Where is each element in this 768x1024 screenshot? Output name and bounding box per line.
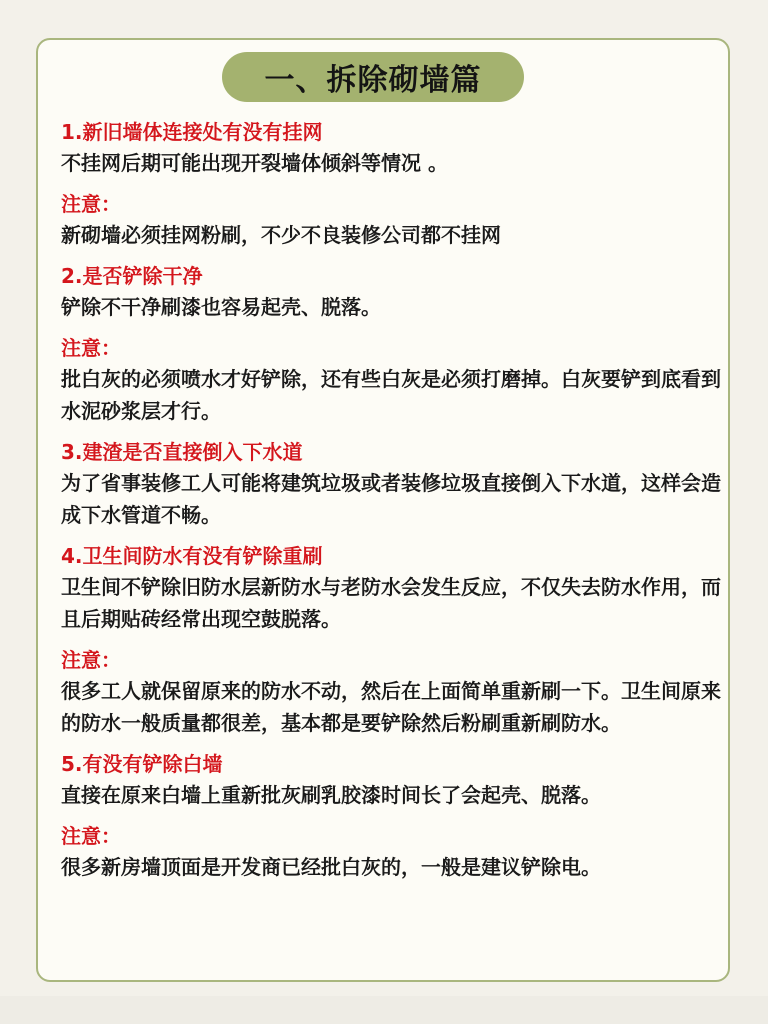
section-heading: 2.是否铲除干净 bbox=[61, 264, 203, 288]
section-3 bbox=[61, 437, 721, 531]
section-body: 直接在原来白墙上重新批灰刷乳胶漆时间长了会起壳、脱落。 bbox=[61, 783, 601, 807]
note-heading: 注意： bbox=[61, 648, 121, 672]
section-heading: 1.新旧墙体连接处有没有挂网 bbox=[61, 120, 323, 144]
note-2 bbox=[61, 333, 721, 427]
note-4 bbox=[61, 821, 721, 883]
note-body: 很多工人就保留原来的防水不动，然后在上面简单重新刷一下。卫生间原来的防水一般质量都很差，基本都是要铲除然后粉刷重新刷防水。 bbox=[61, 679, 721, 735]
section-1 bbox=[61, 117, 721, 179]
section-heading: 3.建渣是否直接倒入下水道 bbox=[61, 440, 303, 464]
note-heading: 注意： bbox=[61, 336, 121, 360]
note-body: 新砌墙必须挂网粉刷，不少不良装修公司都不挂网 bbox=[61, 223, 501, 247]
note-1 bbox=[61, 189, 721, 251]
section-heading: 5.有没有铲除白墙 bbox=[61, 752, 223, 776]
note-body: 批白灰的必须喷水才好铲除，还有些白灰是必须打磨掉。白灰要铲到底看到水泥砂浆层才行。 bbox=[61, 367, 721, 423]
section-2 bbox=[61, 261, 721, 323]
section-body: 不挂网后期可能出现开裂墙体倾斜等情况 。 bbox=[61, 151, 448, 175]
section-4 bbox=[61, 541, 721, 635]
note-body: 很多新房墙顶面是开发商已经批白灰的，一般是建议铲除电。 bbox=[61, 855, 601, 879]
section-body: 为了省事装修工人可能将建筑垃圾或者装修垃圾直接倒入下水道，这样会造成下水管道不畅。 bbox=[61, 471, 721, 527]
bottom-strip bbox=[0, 996, 768, 1024]
note-heading: 注意： bbox=[61, 824, 121, 848]
section-heading: 4.卫生间防水有没有铲除重刷 bbox=[61, 544, 323, 568]
section-body: 卫生间不铲除旧防水层新防水与老防水会发生反应，不仅失去防水作用，而且后期贴砖经常出现空鼓脱落。 bbox=[61, 575, 721, 631]
section-5 bbox=[61, 749, 721, 811]
note-heading: 注意： bbox=[61, 192, 121, 216]
section-body: 铲除不干净刷漆也容易起壳、脱落。 bbox=[61, 295, 381, 319]
article-content bbox=[61, 117, 721, 883]
note-3 bbox=[61, 645, 721, 739]
page-title: 一、拆除砌墙篇 bbox=[222, 52, 524, 102]
